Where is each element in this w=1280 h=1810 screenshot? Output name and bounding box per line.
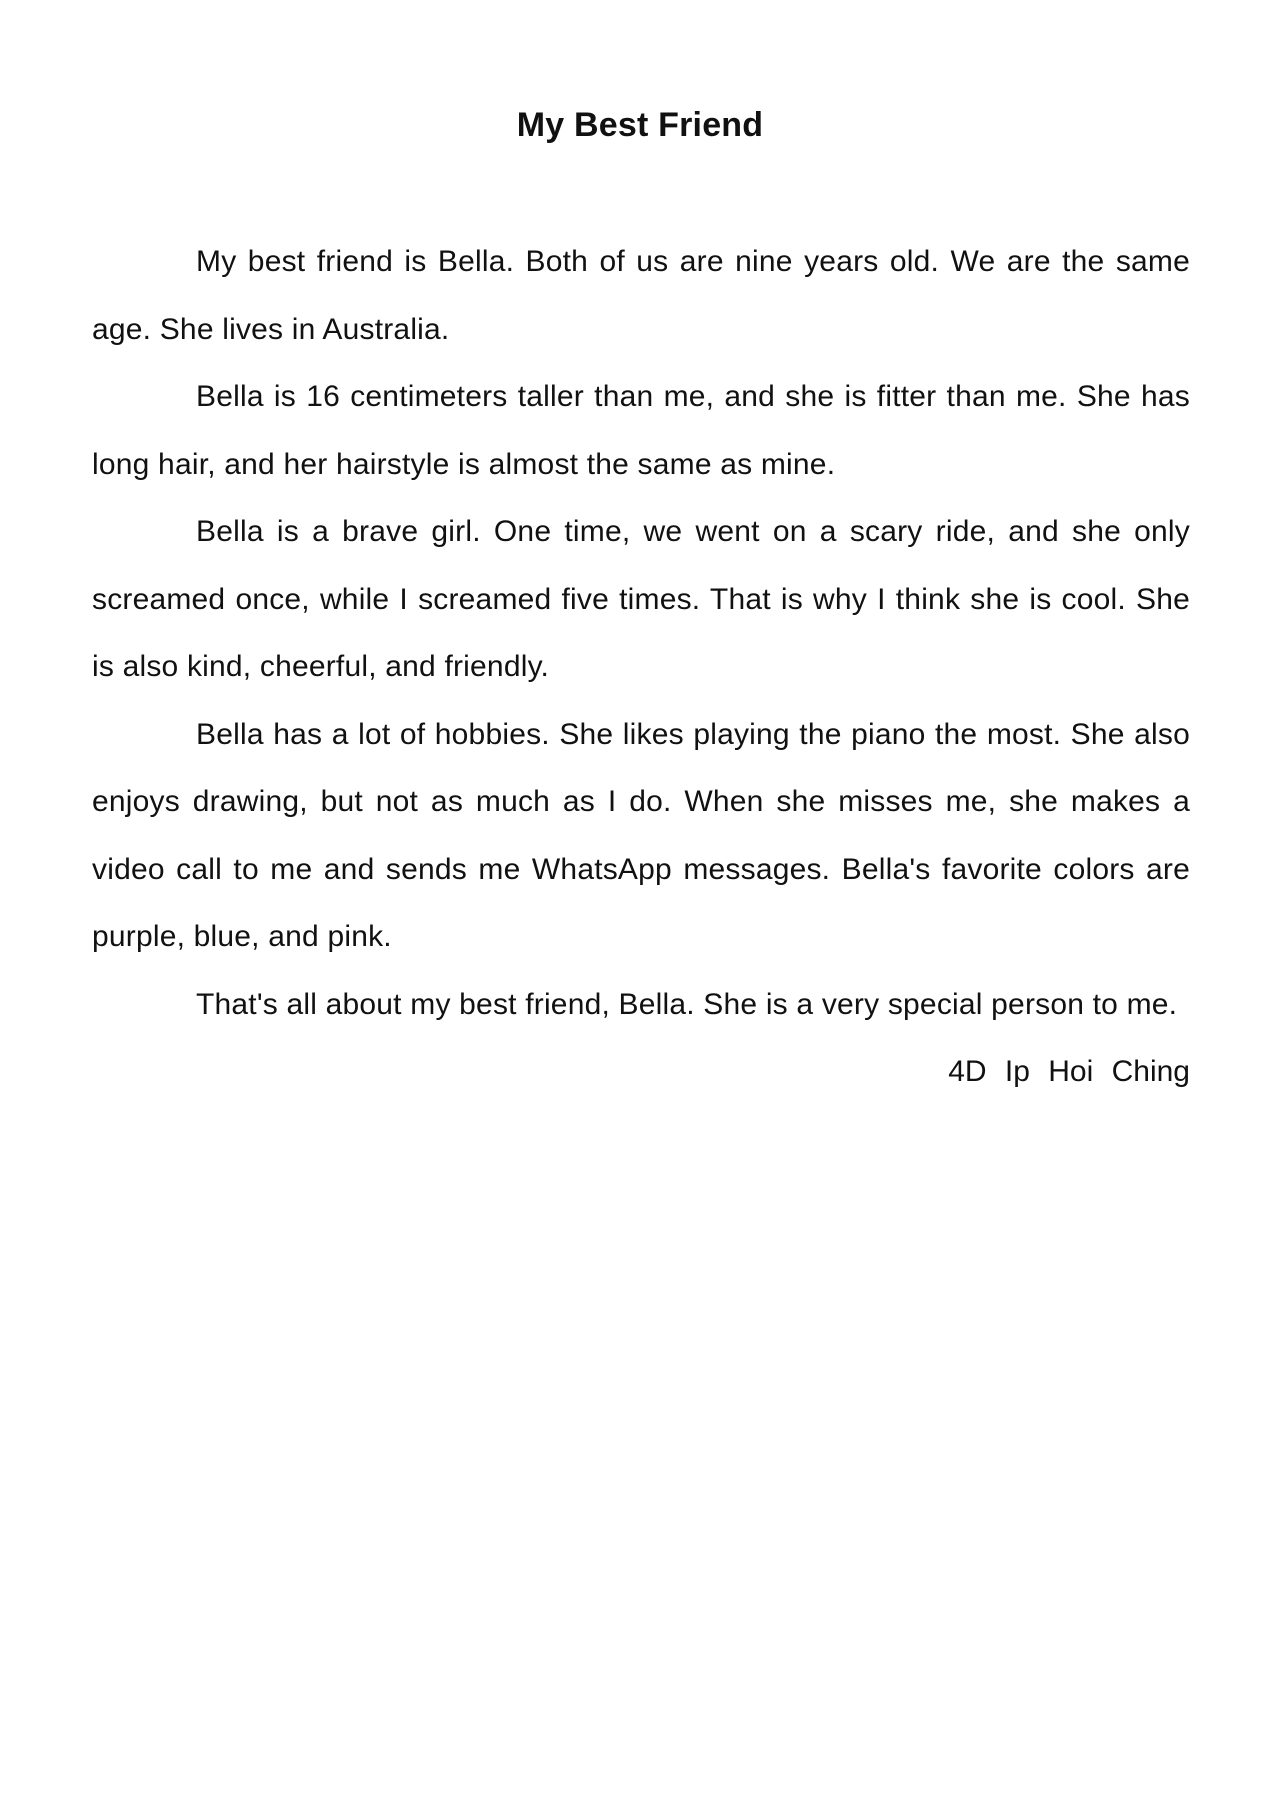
paragraph-conclusion: That's all about my best friend, Bella. She is a very special person to me. (196, 987, 1178, 1021)
paragraph-personality: Bella is a brave girl. One time, we went on a scary ride, and she only screamed once, while I screamed five times. That is why I think she is cool. She is also kind, cheerful, and friendly. (92, 515, 1190, 683)
paragraph-intro: My best friend is Bella. Both of us are nine years old. We are the same age. She lives in Australia. (92, 245, 1190, 346)
author-signature: 4D Ip Hoi Ching (948, 1055, 1190, 1088)
paragraph-appearance: Bella is 16 centimeters taller than me, and she is fitter than me. She has long hair, and her hairstyle is almost the same as mine. (92, 380, 1190, 481)
document-title: My Best Friend (516, 106, 764, 144)
document-body (92, 228, 1190, 1106)
paragraph-hobbies: Bella has a lot of hobbies. She likes playing the piano the most. She also enjoys drawing, but not as much as I do. When she misses me, she makes a video call to me and sends me WhatsApp messages. Bella's favorite colors are purple, blue, and pink. (92, 717, 1190, 953)
